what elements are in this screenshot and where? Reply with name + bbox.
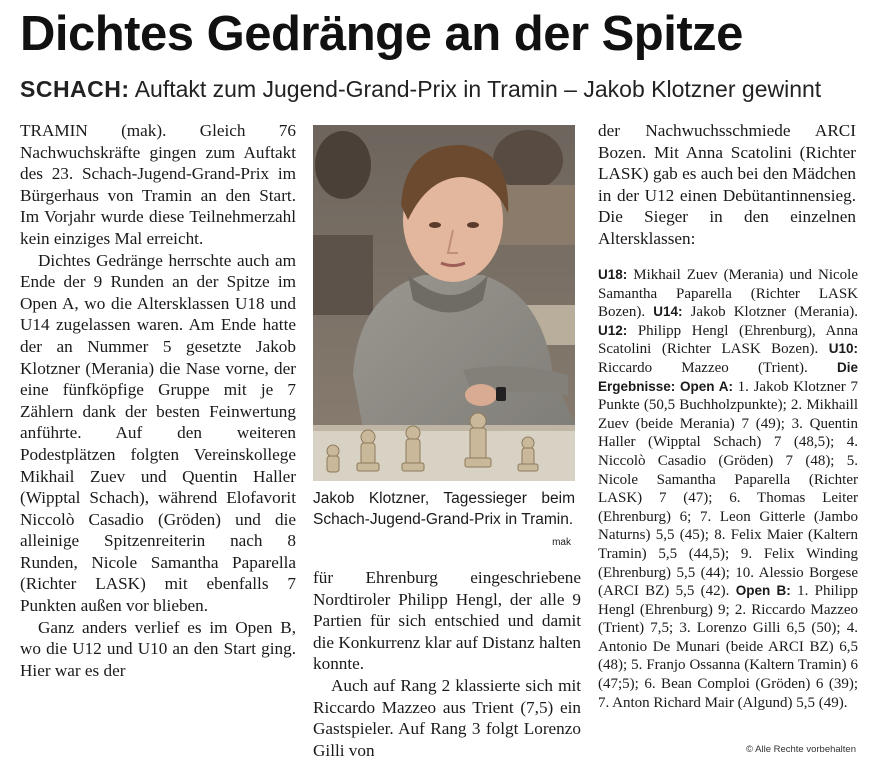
paragraph-arci: der Nachwuchsschmiede ARCI Bozen. Mit Anna Scatolini (Richter LASK) gab es auch bei den Mädchen in der U12 einen Debütantinnensieg. Die Sieger in den einzelnen Altersklassen: <box>598 121 856 248</box>
article-column-3 <box>598 120 856 250</box>
article-column-1 <box>20 120 296 681</box>
text-u18: Mikhail Zuev (Merania) und Nicole Samantha Paparella (Richter LASK Bozen). <box>598 267 858 321</box>
chess-player-photo-illustration <box>313 125 575 481</box>
text-u12: Philipp Hengl (Ehrenburg), Anna Scatolini (Richter LASK Bozen). <box>598 322 858 358</box>
label-u18: U18: <box>598 267 628 282</box>
paragraph-open-a: Dichtes Gedränge herrschte auch am Ende der 9 Runden an der Spitze im Open A, wo die Altersklassen U18 und U14 zugelassen waren. Am Ende hatte der an Nummer 5 gesetzte Jakob Klotzner (Merania) die Nase vorne, der eine fünfköpfige Gruppe mit je 7 Zählern dank der besten Feinwertung anführte. Auf den weiteren Podestplätzen folgten Vereinskollege Mikhail Zuev und Quentin Haller (Wipptal Schach), während Elofavorit Niccolò Casadio (Gröden) und die alleinige Spitzenreiterin nach 8 Runden, Nicole Samantha Paparella (Richter LASK) mit ebenfalls 7 Punkten außen vor blieben. <box>20 250 296 616</box>
subheadline-text: Auftakt zum Jugend-Grand-Prix in Tramin – Jakob Klotzner gewinnt <box>134 76 822 102</box>
photo-credit: mak <box>552 537 571 548</box>
photo-caption <box>313 488 575 548</box>
label-u14: U14: <box>653 304 683 320</box>
paragraph-intro: TRAMIN (mak). Gleich 76 Nachwuchskräfte gingen zum Auftakt des 23. Schach-Jugend-Grand-Prix im Bürgerhaus von Tramin an den Start. Im Vorjahr wurde diese Teilnehmerzahl kein einziges Mal erreicht. <box>20 121 296 248</box>
text-open-b: 1. Philipp Hengl (Ehrenburg) 9; 2. Riccardo Mazzeo (Trient) 7,5; 3. Lorenzo Gilli 6,5 (50); 4. Antonio De Munari (beide ARCI BZ) 6,5 (48); 5. Franjo Ossanna (Kaltern Tramin) 6 (47;5); 6. Bean Comploi (Gröden) 6 (39); 7. Anton Richard Mair (Algund) 5,5 (49). <box>598 583 858 711</box>
text-u10: Riccardo Mazzeo (Trient). <box>598 359 808 376</box>
results-box <box>598 266 858 712</box>
label-u12: U12: <box>598 322 628 338</box>
headline: Dichtes Gedränge an der Spitze <box>20 7 743 61</box>
paragraph-hengl: für Ehrenburg eingeschriebene Nordtiroler Philipp Hengl, der alle 9 Partien für sich entschied und damit die Konkurrenz klar auf Distanz halten konnte. <box>313 568 581 674</box>
label-open-b: Open B: <box>735 583 791 599</box>
article-photo <box>313 125 575 481</box>
copyright-notice: © Alle Rechte vorbehalten <box>746 744 856 755</box>
article-column-2 <box>313 567 581 761</box>
photo-caption-text: Jakob Klotzner, Tagessieger beim Schach-Jugend-Grand-Prix in Tramin. <box>313 490 575 528</box>
paragraph-rang-2: Auch auf Rang 2 klassierte sich mit Riccardo Mazzeo aus Trient (7,5) ein Gastspieler. Auf Rang 3 folgt Lorenzo Gilli von <box>313 675 581 760</box>
text-open-a: 1. Jakob Klotzner 7 Punkte (50,5 Buchholzpunkte); 2. Mikhaill Zuev (beide Merania) 7 (49); 3. Quentin Haller (Wipptal Schach) 7 (48,5); 4. Niccolò Casadio (Gröden) 7 (48); 5. Nicole Samantha Paparella (Richter LASK) 7 (47); 6. Thomas Leiter (Ehrenburg) 6; 7. Leon Gitterle (Jambo Naturns) 5,5 (45); 8. Felix Maier (Kaltern Tramin) 5,5 (44,5); 9. Felix Winding (Ehrenburg) 5,5 (44); 10. Alessio Borgese (ARCI BZ) 5,5 (42). <box>598 378 858 600</box>
label-open-a: Die Ergebnisse: Open A: <box>598 359 858 394</box>
subheadline-kicker: SCHACH: <box>20 76 130 102</box>
text-u14: Jakob Klotzner (Merania). <box>682 304 859 321</box>
paragraph-open-b-start: Ganz anders verlief es im Open B, wo die U12 und U10 an den Start ging. Hier war es der <box>20 617 296 680</box>
label-u10: U10: <box>828 341 859 357</box>
subheadline <box>20 72 860 106</box>
